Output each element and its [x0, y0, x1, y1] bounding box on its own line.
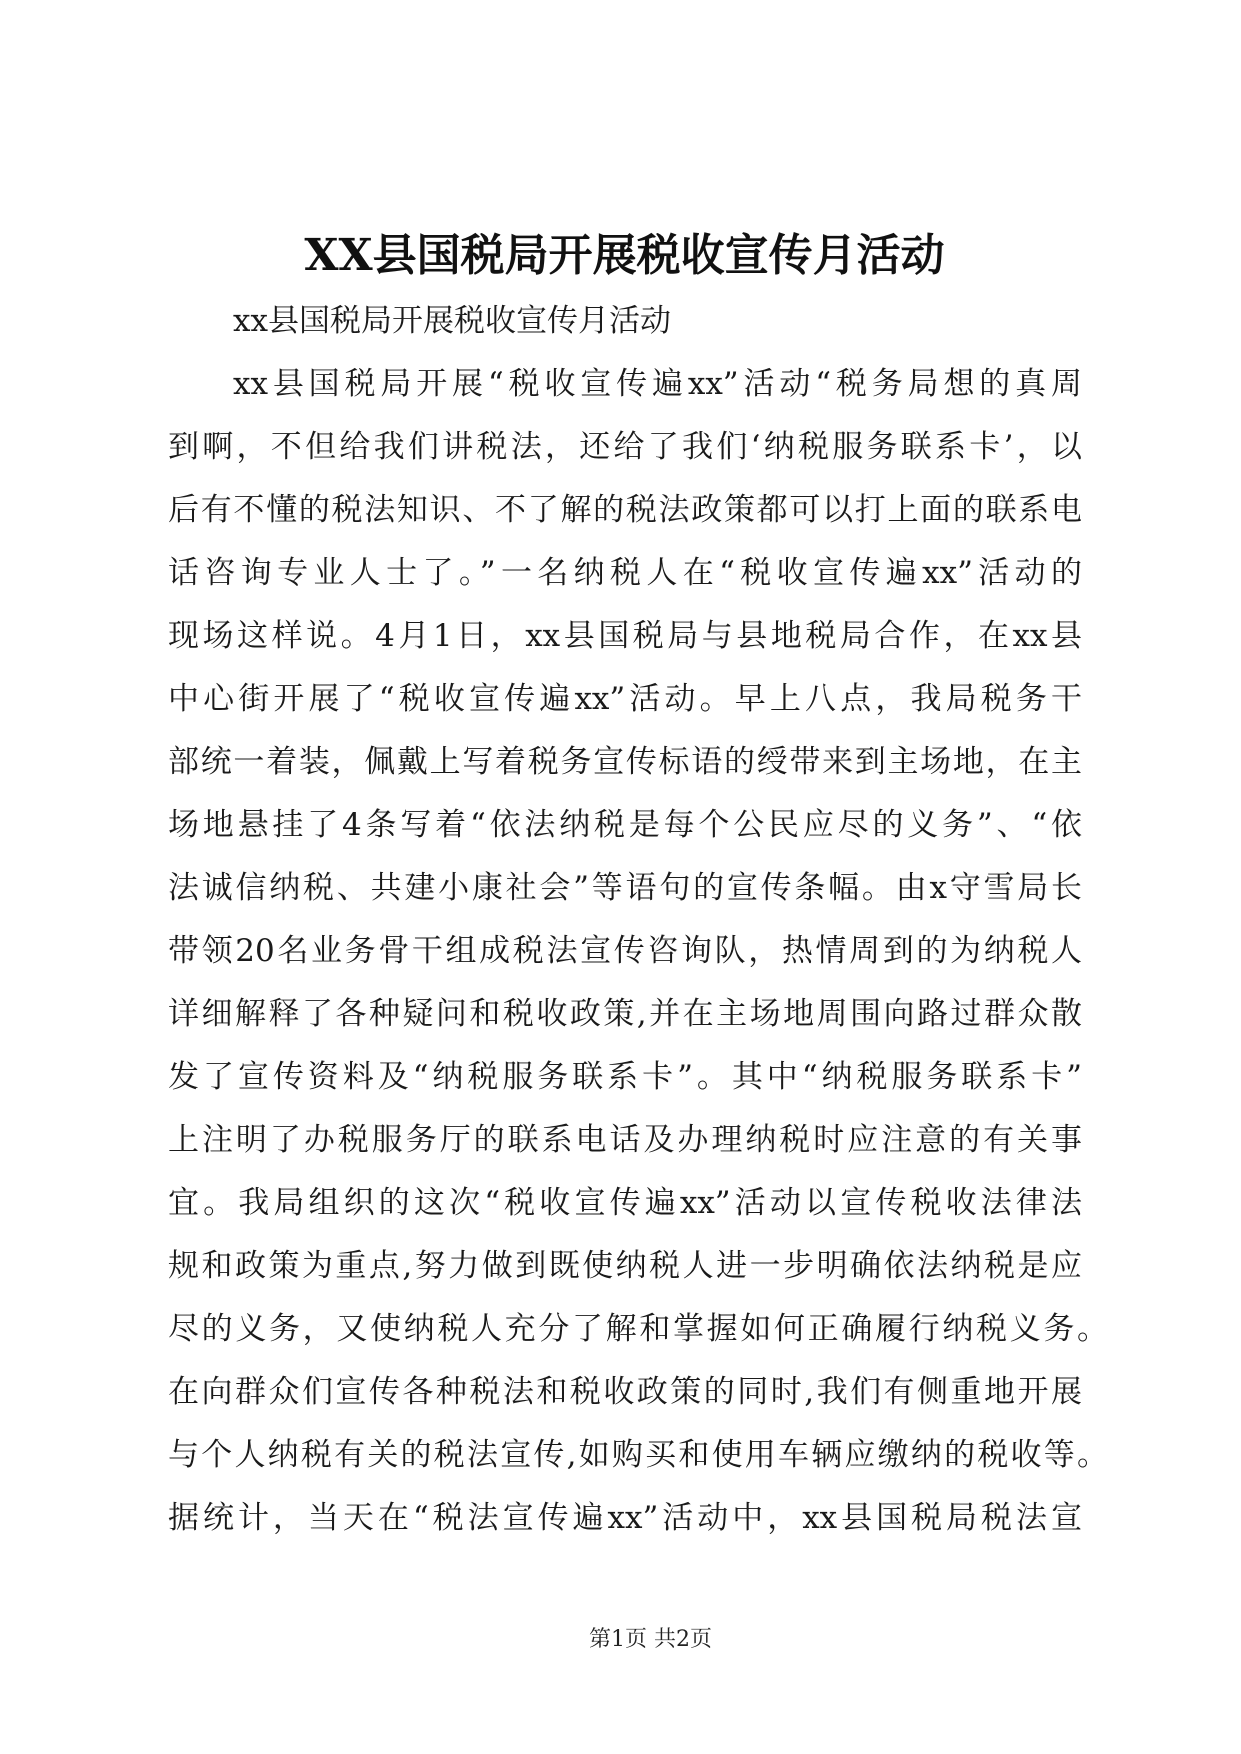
body-line: 中心街开展了“税收宣传遍xx”活动。早上八点，我局税务干	[168, 681, 1082, 717]
body-line: 规和政策为重点,努力做到既使纳税人进一步明确依法纳税是应	[168, 1248, 1082, 1284]
body-line: 与个人纳税有关的税法宣传,如购买和使用车辆应缴纳的税收等。	[168, 1437, 1108, 1473]
body-line: 带领20名业务骨干组成税法宣传咨询队，热情周到的为纳税人	[168, 933, 1082, 969]
body-line: 在向群众们宣传各种税法和税收政策的同时,我们有侧重地开展	[168, 1374, 1082, 1410]
body-line: 发了宣传资料及“纳税服务联系卡”。其中“纳税服务联系卡”	[168, 1059, 1082, 1095]
page-number-footer: 第1页 共2页	[589, 1627, 712, 1652]
repeated-title-line: xx县国税局开展税收宣传月活动	[233, 303, 671, 339]
body-line: 详细解释了各种疑问和税收政策,并在主场地周围向路过群众散	[168, 996, 1082, 1032]
document-body	[168, 290, 1113, 1550]
document-title: XX县国税局开展税收宣传月活动	[304, 230, 945, 281]
body-line: 话咨询专业人士了。”一名纳税人在“税收宣传遍xx”活动的	[168, 555, 1082, 591]
body-line: 现场这样说。4月1日，xx县国税局与县地税局合作，在xx县	[168, 618, 1082, 654]
body-line: 后有不懂的税法知识、不了解的税法政策都可以打上面的联系电	[168, 492, 1082, 528]
body-line: 到啊，不但给我们讲税法，还给了我们‘纳税服务联系卡’，以	[168, 429, 1082, 465]
body-line: 宜。我局组织的这次“税收宣传遍xx”活动以宣传税收法律法	[168, 1185, 1082, 1221]
body-line: 据统计，当天在“税法宣传遍xx”活动中，xx县国税局税法宣	[168, 1500, 1082, 1536]
body-line: 上注明了办税服务厅的联系电话及办理纳税时应注意的有关事	[168, 1122, 1082, 1158]
body-line: 法诚信纳税、共建小康社会”等语句的宣传条幅。由x守雪局长	[168, 870, 1082, 906]
body-line: 部统一着装，佩戴上写着税务宣传标语的绶带来到主场地，在主	[168, 744, 1082, 780]
body-line: 场地悬挂了4条写着“依法纳税是每个公民应尽的义务”、“依	[168, 807, 1082, 843]
body-line: 尽的义务，又使纳税人充分了解和掌握如何正确履行纳税义务。	[168, 1311, 1108, 1347]
paragraph-first-line: xx县国税局开展“税收宣传遍xx”活动“税务局想的真周	[233, 366, 1082, 402]
